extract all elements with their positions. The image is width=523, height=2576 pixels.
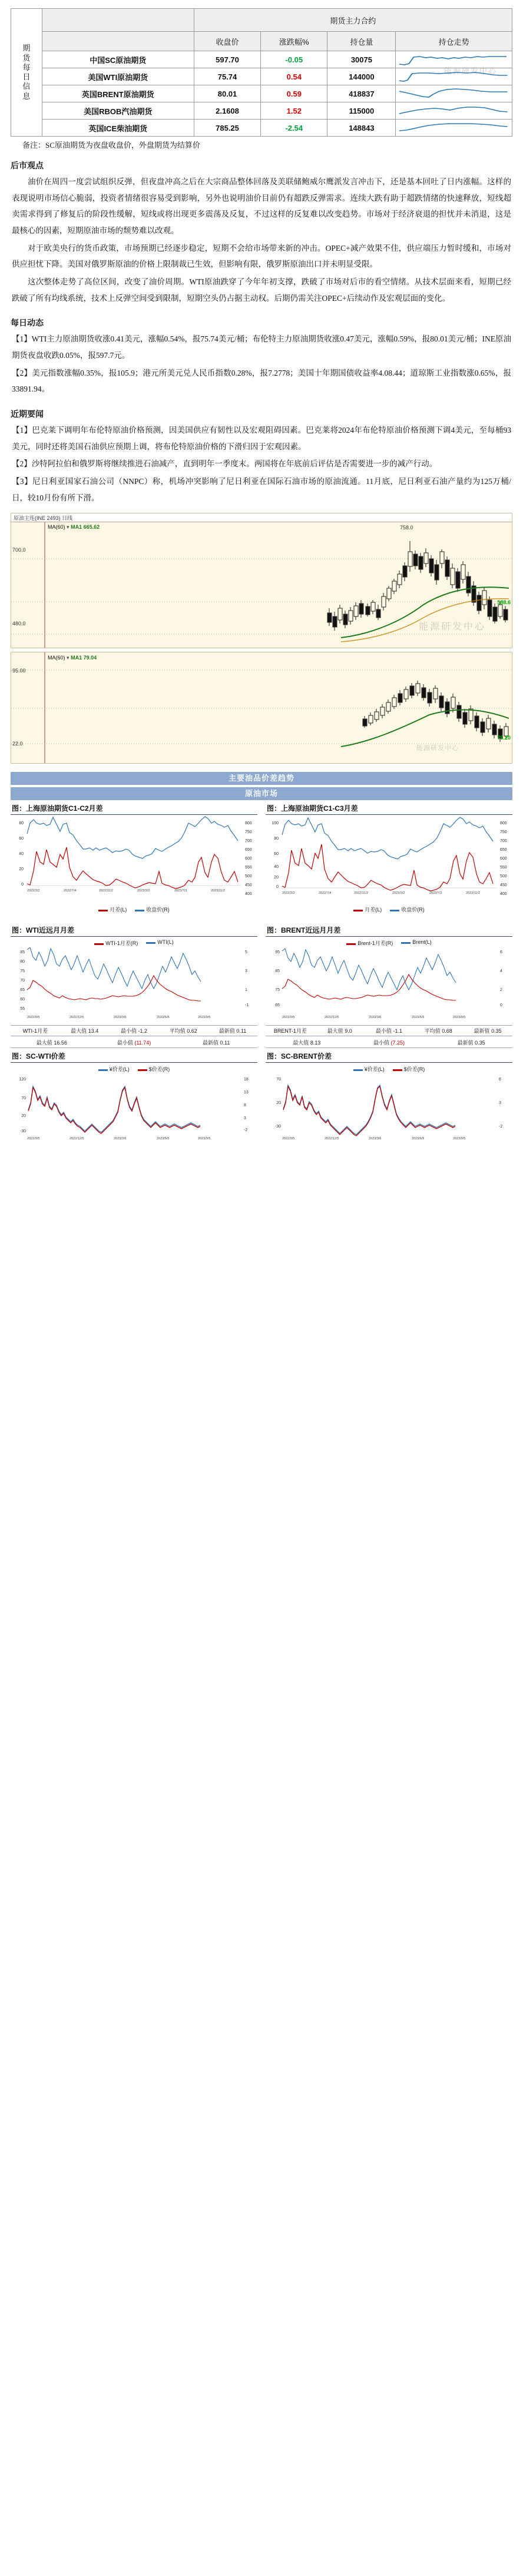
figure-svg — [266, 1073, 512, 1144]
row-name: 英国BRENT原油期货 — [42, 85, 194, 102]
svg-text:2023/7/3: 2023/7/3 — [429, 891, 442, 896]
recent-item-3: 【3】尼日利亚国家石油公司（NNPC）称，机场冲突影响了尼日利亚在国际石油市场的原油流通。11月底，尼日利亚石油产量约为125万桶/日，较10月份有所下滑。 — [12, 477, 511, 502]
svg-text:2023/11/2: 2023/11/2 — [211, 889, 226, 893]
svg-text:5: 5 — [245, 950, 247, 955]
svg-text:1: 1 — [245, 988, 247, 993]
watermark-kline-sc: 能源研发中心 — [418, 622, 486, 632]
svg-text:20: 20 — [276, 1101, 281, 1106]
svg-text:55: 55 — [20, 1007, 25, 1012]
svg-text:550: 550 — [500, 866, 507, 870]
svg-text:65: 65 — [20, 988, 25, 993]
svg-text:2022/12/5: 2022/12/5 — [69, 1016, 84, 1020]
kline-ma-legend-wti: MA(60) ▾ MA1 79.04 — [48, 655, 97, 661]
svg-text:2023/9/5: 2023/9/5 — [453, 1016, 466, 1020]
stats-value: -1.1 — [393, 1028, 403, 1035]
figure-title: 图：SC-BRENT价差 — [266, 1048, 512, 1063]
svg-text:85: 85 — [275, 969, 280, 974]
row-sparkline-cell — [396, 102, 512, 120]
table-note: 备注：SC原油期货为夜盘收盘价，外盘期货为结算价 — [22, 141, 200, 150]
section-title-daily: 每日动态 — [11, 318, 44, 328]
figure-row-3 — [0, 1048, 523, 1144]
table-row — [11, 85, 512, 102]
stats-block-brent2 — [266, 1036, 512, 1048]
figure-title: 图：上海原油期货C1-C2月差 — [11, 800, 257, 815]
svg-text:2022/12/5: 2022/12/5 — [325, 1137, 339, 1141]
watermark-table: 能源研发中心 — [443, 67, 497, 75]
figure-svg — [266, 816, 512, 904]
kline-last-value-sc: 588.6 — [497, 599, 511, 606]
svg-text:-2: -2 — [244, 1128, 248, 1133]
svg-text:18: 18 — [244, 1078, 249, 1082]
svg-text:2023/9/5: 2023/9/5 — [198, 1137, 211, 1141]
kline-low-label-sc: 480.0 — [12, 621, 26, 627]
svg-text:2022/12/5: 2022/12/5 — [69, 1137, 84, 1141]
table-row — [11, 68, 512, 85]
stats-row-brent — [266, 1025, 512, 1036]
figure-legend — [266, 938, 512, 947]
figure-svg — [11, 947, 257, 1024]
svg-text:400: 400 — [500, 892, 507, 897]
svg-text:60: 60 — [274, 852, 279, 857]
row-close: 597.70 — [194, 51, 260, 68]
stats-value: 16.56 — [54, 1040, 67, 1046]
outlook-body — [0, 174, 523, 306]
stats-label: 最大值 — [71, 1028, 87, 1035]
legend-item: ¥价差(L) — [98, 1065, 130, 1073]
figure-title: 图：BRENT近远月月差 — [266, 922, 512, 937]
svg-text:80: 80 — [20, 960, 25, 964]
stats-label: 最大值 — [36, 1040, 52, 1046]
svg-text:800: 800 — [245, 821, 252, 826]
svg-text:8: 8 — [244, 1103, 246, 1108]
svg-text:8: 8 — [499, 1078, 501, 1082]
figure-sc-c1-c2 — [11, 800, 257, 914]
recent-item-1: 【1】巴克莱下调明年布伦特原油价格预测，因美国供应有韧性以及宏观阻碍因素。巴克莱将2024年布伦特原油价格预测下调4美元，至每桶93美元，同时还将美国石油供应预期上调，将布伦特原油价格的下滑归因于宏观因素。 — [12, 426, 511, 451]
row-close: 785.25 — [194, 120, 260, 137]
figure-sc-wti — [11, 1048, 257, 1144]
figure-row-2 — [0, 922, 523, 1036]
stats-value: (7.25) — [390, 1040, 405, 1046]
row-name: 美国RBOB汽油期货 — [42, 102, 194, 120]
legend-item: 收盘价(R) — [135, 906, 170, 913]
recent-item-2: 【2】沙特阿拉伯和俄罗斯将继续推进石油减产，直到明年一季度末。两国将在年底前后评估是否需要进一步的减产行动。 — [12, 459, 438, 469]
svg-text:500: 500 — [500, 874, 507, 879]
row-name: 中国SC原油期货 — [42, 51, 194, 68]
sparkline-icon — [397, 87, 511, 101]
outlook-para-1: 油价在周四一度尝试组织反弹，但夜盘冲高之后在大宗商品整体回落及美联储鲍威尔鹰派发言冲击下，还是基本回吐了日内涨幅。这样的表现说明市场信心脆弱，投资者情绪很容易受到影响，另外也说明油价目前仍有超跌反弹需求。连续大跌有助于超跌情绪的快速释放，短线超卖需求得到了修复后的阶段性缓解，短线或将出现更多震荡及反复，不过这样的反复难以改变趋势。市场对于经济衰退的担忧并未消退，这是最核心的因素，短期原油市场的颓势难以改观。 — [12, 177, 511, 236]
stats-wti-2 — [11, 1037, 257, 1048]
row-open-interest: 144000 — [327, 68, 396, 85]
table-side-label: 期 货 每 日 信 息 — [11, 9, 42, 137]
svg-text:80: 80 — [19, 821, 24, 826]
ma-period-label: MA(60) — [48, 524, 65, 531]
daily-body — [0, 331, 523, 397]
stats-value: 0.35 — [475, 1040, 485, 1046]
row-close: 2.1608 — [194, 102, 260, 120]
svg-text:80: 80 — [274, 837, 279, 841]
svg-text:2023/11/2: 2023/11/2 — [466, 891, 481, 896]
svg-text:60: 60 — [19, 837, 24, 841]
row-change: 1.52 — [261, 102, 327, 120]
figure-legend — [11, 938, 257, 947]
svg-text:75: 75 — [20, 969, 25, 974]
figure-title: 图：上海原油期货C1-C3月差 — [266, 800, 512, 815]
stats-value: 0.11 — [236, 1028, 247, 1035]
stats-label: 最新值 — [202, 1040, 219, 1046]
table-group-header: 期货主力合约 — [194, 9, 512, 32]
svg-text:800: 800 — [500, 821, 507, 826]
svg-text:2022/9/5: 2022/9/5 — [282, 1137, 295, 1141]
stats-value: 0.62 — [187, 1028, 197, 1035]
svg-text:70: 70 — [21, 1096, 26, 1101]
ma-period-label: MA(60) — [48, 655, 65, 661]
svg-text:3: 3 — [499, 1101, 501, 1106]
figure-title: 图：WTI近远月月差 — [11, 922, 257, 937]
futures-table — [11, 8, 512, 137]
stats-value: 13.4 — [88, 1028, 99, 1035]
legend-item: 月差(L) — [98, 906, 127, 913]
legend-item: ¥价差(L) — [353, 1065, 385, 1073]
svg-text:20: 20 — [274, 876, 279, 880]
svg-text:85: 85 — [20, 950, 25, 955]
svg-text:70: 70 — [276, 1078, 281, 1082]
futures-table-wrap — [0, 0, 523, 150]
kline-chart-wti[interactable] — [11, 652, 512, 764]
legend-item: Brent-1月差(R) — [346, 939, 393, 947]
row-open-interest: 115000 — [327, 102, 396, 120]
svg-text:20: 20 — [21, 1114, 26, 1119]
stats-block-wti2 — [11, 1036, 257, 1048]
svg-text:-2: -2 — [499, 1125, 503, 1129]
svg-text:70: 70 — [20, 979, 25, 983]
outlook-para-2: 对于欧美央行的货币政策，市场预期已经逐步稳定，短期不会给市场带来新的冲击。OPEC+减产效果不佳，供应端压力暂时缓和，市场对供应担忧下降。美国对俄罗斯原油的价格上限制裁已生效，但影响有限，俄罗斯原油出口并未明显受限。 — [12, 243, 511, 269]
svg-text:2022/11/2: 2022/11/2 — [99, 889, 114, 893]
ma-value-label: MA1 79.04 — [71, 655, 97, 661]
svg-text:2023/6/5: 2023/6/5 — [412, 1137, 425, 1141]
kline-high-label-sc: 758.0 — [400, 525, 413, 531]
svg-text:120: 120 — [19, 1078, 26, 1082]
stats-value: -1.2 — [138, 1028, 148, 1035]
svg-text:65: 65 — [275, 1003, 280, 1008]
svg-text:3: 3 — [245, 969, 247, 974]
svg-text:2023/6/5: 2023/6/5 — [157, 1137, 170, 1141]
legend-item: WTI-1月差(R) — [94, 939, 138, 947]
stats-label: 最小值 — [373, 1040, 389, 1046]
stats-label: 最新值 — [219, 1028, 235, 1035]
daily-item-2: 【2】美元指数涨幅0.35%，报105.9；港元所美元兑人民币指数0.28%，报7.2778；美国十年期国债收益率4.08.44；道琼斯工业指数涨0.65%，报33891.94。 — [12, 368, 511, 394]
svg-text:2023/3/6: 2023/3/6 — [369, 1137, 382, 1141]
svg-text:2023/3/6: 2023/3/6 — [369, 1016, 382, 1020]
svg-text:2022/11/2: 2022/11/2 — [354, 891, 369, 896]
row-close: 80.01 — [194, 85, 260, 102]
banner-crude-market: 原油市场 — [11, 787, 512, 800]
figure-sc-c1-c3 — [266, 800, 512, 914]
svg-text:2023/7/3: 2023/7/3 — [174, 889, 187, 893]
stats-value: 0.35 — [491, 1028, 502, 1035]
svg-text:0: 0 — [276, 885, 279, 890]
svg-text:3: 3 — [244, 1116, 246, 1121]
stats-row-2 — [0, 1036, 523, 1048]
row-change: -2.54 — [261, 120, 327, 137]
svg-text:-30: -30 — [19, 1129, 26, 1134]
figure-row-1 — [0, 800, 523, 914]
svg-text:6: 6 — [500, 950, 502, 955]
svg-text:2022/7/4: 2022/7/4 — [64, 889, 77, 893]
outlook-para-3: 这次整体走势了高位区间，改变了油价周期。WTI原油跌穿了今年年初支撑，跌破了市场对后市的看空情绪。从技术层面来看，短期已经跌破了所有均线系统，技术上反弹空间受到限制，短期空头仍占据主动权。后期仍需关注OPEC+后续动作及宏观层面的变化。 — [12, 277, 511, 303]
recent-body — [0, 422, 523, 506]
svg-text:0: 0 — [21, 883, 24, 887]
svg-text:750: 750 — [245, 830, 252, 835]
report-page — [0, 0, 523, 1144]
svg-text:650: 650 — [500, 848, 507, 853]
row-change: 0.54 — [261, 68, 327, 85]
row-change: 0.59 — [261, 85, 327, 102]
svg-text:2023/6/5: 2023/6/5 — [412, 1016, 425, 1020]
svg-text:4: 4 — [500, 969, 502, 974]
legend-item: WTI(L) — [146, 939, 174, 947]
section-title-recent: 近期要闻 — [11, 409, 44, 419]
legend-item: $价差(R) — [138, 1065, 170, 1073]
svg-text:550: 550 — [245, 866, 252, 870]
figure-wti-spread — [11, 922, 257, 1036]
table-corner-blank — [42, 9, 194, 32]
row-sparkline-cell — [396, 120, 512, 137]
row-close: 75.74 — [194, 68, 260, 85]
section-title-outlook: 后市观点 — [11, 161, 44, 170]
figure-svg — [11, 816, 257, 904]
svg-text:650: 650 — [245, 848, 252, 853]
stats-title: WTI-1月差 — [22, 1028, 48, 1035]
figure-legend — [11, 904, 257, 914]
col-header-close: 收盘价 — [194, 32, 260, 51]
table-row — [11, 120, 512, 137]
figure-svg — [11, 1073, 257, 1144]
figure-legend — [11, 1064, 257, 1073]
svg-text:500: 500 — [245, 874, 252, 879]
svg-text:100: 100 — [272, 821, 279, 826]
stats-value: 0.11 — [220, 1040, 230, 1046]
row-change: -0.05 — [261, 51, 327, 68]
svg-text:20: 20 — [19, 867, 24, 872]
svg-text:2023/3/2: 2023/3/2 — [392, 891, 405, 896]
svg-text:750: 750 — [500, 830, 507, 835]
figure-legend — [266, 1064, 512, 1073]
kline-chart-sc[interactable] — [11, 513, 512, 648]
stats-label: 最新值 — [474, 1028, 490, 1035]
table-name-header — [42, 32, 194, 51]
svg-text:2023/3/2: 2023/3/2 — [137, 889, 150, 893]
figure-brent-spread — [266, 922, 512, 1036]
row-name: 英国ICE柴油期货 — [42, 120, 194, 137]
watermark-kline-wti: 能源研发中心 — [416, 745, 459, 752]
stats-label: 最大值 — [327, 1028, 343, 1035]
kline-gridline-label-sc: 700.0 — [12, 547, 26, 553]
kline-last-value-wti: 79.20 — [497, 735, 511, 741]
legend-item: Brent(L) — [401, 939, 432, 947]
legend-item: 收盘价(R) — [390, 906, 425, 913]
svg-text:2022/3/2: 2022/3/2 — [27, 889, 40, 893]
svg-text:40: 40 — [274, 865, 279, 870]
row-name: 美国WTI原油期货 — [42, 68, 194, 85]
svg-text:-30: -30 — [274, 1125, 281, 1129]
col-header-openinterest: 持仓量 — [327, 32, 396, 51]
svg-text:600: 600 — [245, 857, 252, 861]
figure-title: 图：SC-WTI价差 — [11, 1048, 257, 1063]
svg-text:2023/9/5: 2023/9/5 — [453, 1137, 466, 1141]
svg-text:2023/3/6: 2023/3/6 — [114, 1016, 127, 1020]
svg-text:2022/9/5: 2022/9/5 — [27, 1016, 40, 1020]
svg-text:75: 75 — [275, 988, 280, 993]
figure-legend — [266, 904, 512, 914]
svg-text:0: 0 — [500, 1003, 502, 1008]
stats-value: 8.13 — [310, 1040, 321, 1046]
daily-item-1: 【1】WTI主力原油期货收涨0.41美元，涨幅0.54%，报75.74美元/桶；布伦特主力原油期货收涨0.47美元，涨幅0.59%，报80.01美元/桶；INE原油期货夜盘收跌0.05%，报597.7元。 — [12, 334, 511, 360]
svg-text:2022/3/2: 2022/3/2 — [282, 891, 295, 896]
figure-sc-brent — [266, 1048, 512, 1144]
stats-label: 最大值 — [293, 1040, 309, 1046]
stats-label: 最新值 — [457, 1040, 474, 1046]
stats-value: 9.0 — [345, 1028, 352, 1035]
table-row — [11, 51, 512, 68]
row-open-interest: 148843 — [327, 120, 396, 137]
banner-main: 主要油品价差趋势 — [11, 772, 512, 785]
col-header-change: 涨跌幅% — [261, 32, 327, 51]
svg-text:-1: -1 — [245, 1003, 249, 1008]
row-sparkline-cell — [396, 85, 512, 102]
stats-label: 最小值 — [117, 1040, 133, 1046]
svg-text:2: 2 — [500, 988, 502, 993]
svg-text:40: 40 — [19, 852, 24, 857]
svg-text:60: 60 — [20, 997, 25, 1002]
svg-text:13: 13 — [244, 1090, 249, 1095]
stats-label: 最小值 — [120, 1028, 137, 1035]
svg-text:450: 450 — [245, 883, 252, 888]
stats-label: 最小值 — [375, 1028, 392, 1035]
svg-text:600: 600 — [500, 857, 507, 861]
svg-text:700: 700 — [500, 839, 507, 844]
svg-text:2023/3/6: 2023/3/6 — [114, 1137, 127, 1141]
stats-title: BRENT-1月差 — [273, 1028, 307, 1035]
svg-text:2022/12/5: 2022/12/5 — [325, 1016, 339, 1020]
stats-row-wti — [11, 1025, 257, 1036]
svg-text:2022/9/5: 2022/9/5 — [282, 1016, 295, 1020]
svg-text:450: 450 — [500, 883, 507, 888]
ma-value-label: MA1 665.62 — [71, 524, 100, 531]
kline-ma-legend-sc: MA(60) ▾ MA1 665.62 — [48, 524, 100, 531]
svg-text:2022/7/4: 2022/7/4 — [319, 891, 332, 896]
kline-charts — [0, 507, 523, 764]
svg-text:400: 400 — [245, 892, 252, 897]
svg-text:95: 95 — [275, 950, 280, 955]
stats-label: 平均值 — [169, 1028, 186, 1035]
sparkline-icon — [397, 121, 511, 135]
svg-text:700: 700 — [245, 839, 252, 844]
svg-text:2023/6/5: 2023/6/5 — [157, 1016, 170, 1020]
row-open-interest: 30075 — [327, 51, 396, 68]
table-row — [11, 102, 512, 120]
col-header-trend: 持仓走势 — [396, 32, 512, 51]
legend-item: 月差(L) — [353, 906, 382, 913]
stats-value: 0.68 — [442, 1028, 452, 1035]
figure-svg — [266, 947, 512, 1024]
kline-gridline-label-wti: 95.00 — [12, 668, 26, 674]
svg-text:2023/9/5: 2023/9/5 — [198, 1016, 211, 1020]
stats-label: 平均值 — [424, 1028, 441, 1035]
legend-item: $价差(R) — [393, 1065, 425, 1073]
sparkline-icon — [397, 104, 511, 118]
kline-low-label-wti: 22.0 — [12, 741, 23, 747]
stats-brent-2 — [266, 1037, 512, 1048]
kline-header-sc: 原油主连(INE 2493) 日线 — [11, 513, 512, 522]
svg-text:2022/9/5: 2022/9/5 — [27, 1137, 40, 1141]
row-open-interest: 418837 — [327, 85, 396, 102]
stats-value: (11.74) — [134, 1040, 151, 1046]
